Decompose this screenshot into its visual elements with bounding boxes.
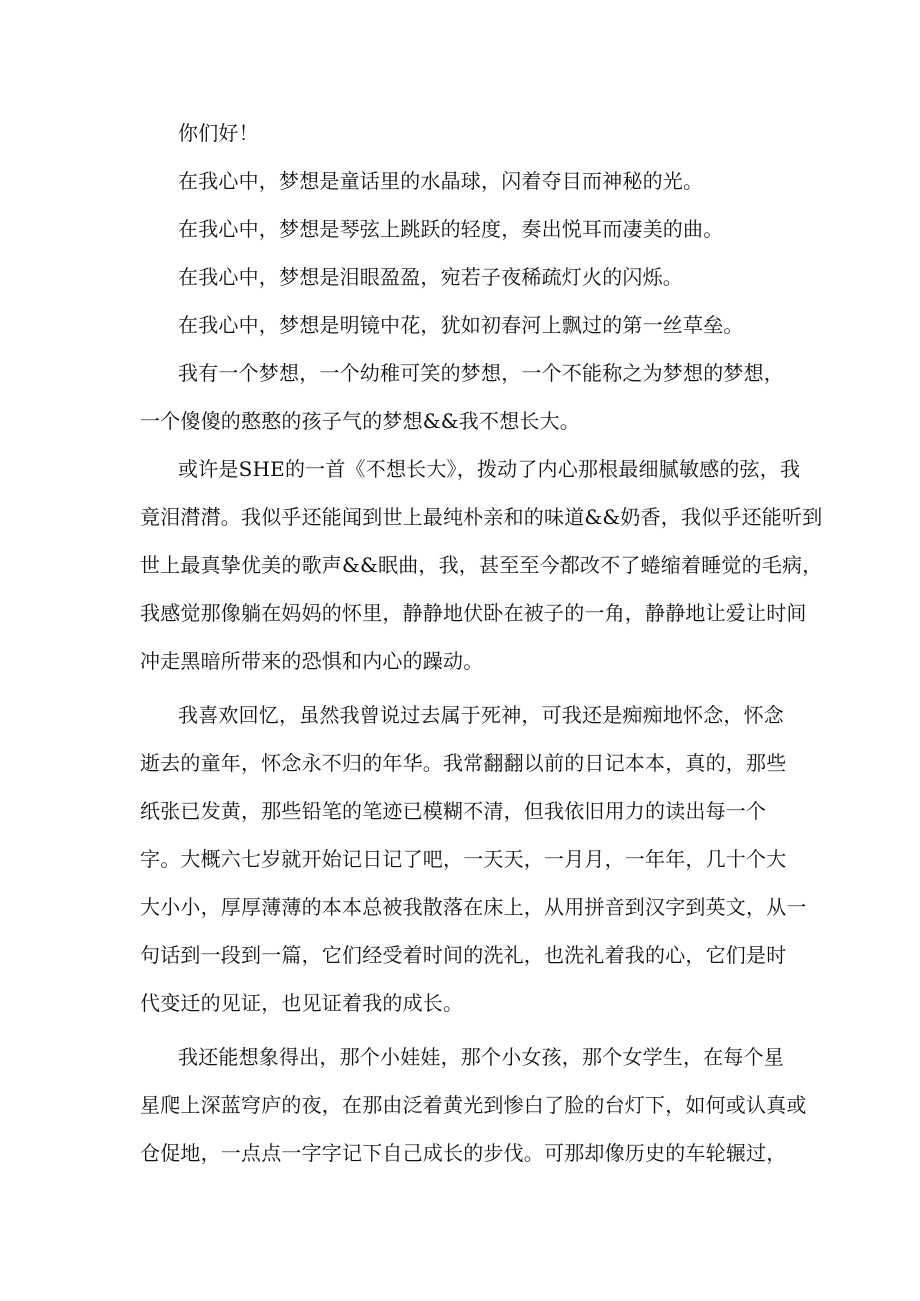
paragraph [140, 1042, 820, 1186]
text-line: 一个傻傻的憨憨的孩子气的梦想&&我不想长大。 [140, 409, 581, 433]
text-line: 纸张已发黄，那些铅笔的笔迹已模糊不清，但我依旧用力的读出每一个 [140, 799, 767, 823]
text-line: 在我心中，梦想是童话里的水晶球，闪着夺目而神秘的光。 [178, 169, 704, 193]
text-line: 仓促地，一点点一字字记下自己成长的步伐。可那却像历史的车轮辗过， [140, 1141, 787, 1165]
text-line: 我有一个梦想，一个幼稚可笑的梦想，一个不能称之为梦想的梦想， [178, 361, 784, 385]
text-line: 在我心中，梦想是明镜中花，犹如初春河上飘过的第一丝草垒。 [178, 313, 744, 337]
text-line: 在我心中，梦想是琴弦上跳跃的轻度，奏出悦耳而凄美的曲。 [178, 217, 724, 241]
text-line: 星爬上深蓝穹庐的夜，在那由泛着黄光到惨白了脸的台灯下，如何或认真或 [140, 1093, 807, 1117]
text-line: 大小小，厚厚薄薄的本本总被我散落在床上，从用拼音到汉字到英文，从一 [140, 895, 807, 919]
paragraph [140, 700, 820, 1036]
text-line: 你们好！ [178, 121, 259, 145]
text-line: 字。大概六七岁就开始记日记了吧，一天天，一月月，一年年，几十个大 [140, 847, 787, 871]
text-line: 逝去的童年，怀念永不归的年华。我常翻翻以前的日记本本，真的，那些 [140, 751, 787, 775]
text-line: 世上最真挚优美的歌声&&眠曲，我，甚至至今都改不了蜷缩着睡觉的毛病， [140, 553, 823, 577]
document-body [140, 118, 823, 1186]
paragraph [140, 358, 820, 454]
text-line: 我喜欢回忆，虽然我曾说过去属于死神，可我还是痴痴地怀念，怀念 [178, 703, 784, 727]
text-line: 句话到一段到一篇，它们经受着时间的洗礼，也洗礼着我的心，它们是时 [140, 943, 787, 967]
text-line: 在我心中，梦想是泪眼盈盈，宛若子夜稀疏灯火的闪烁。 [178, 265, 683, 289]
text-line: 代变迁的见证，也见证着我的成长。 [140, 991, 464, 1015]
text-line: 冲走黑暗所带来的恐惧和内心的躁动。 [140, 649, 484, 673]
paragraph [140, 118, 820, 166]
text-line: 或许是SHE的一首《不想长大》，拨动了内心那根最细腻敏感的弦，我 [178, 457, 801, 481]
text-line: 竟泪潸潸。我似乎还能闻到世上最纯朴亲和的味道&&奶香，我似乎还能听到 [140, 505, 823, 529]
text-line: 我还能想象得出，那个小娃娃，那个小女孩，那个女学生，在每个星 [178, 1045, 784, 1069]
paragraph [140, 214, 820, 262]
text-line: 我感觉那像躺在妈妈的怀里，静静地伏卧在被子的一角，静静地让爱让时间 [140, 601, 807, 625]
paragraph [140, 262, 820, 310]
paragraph [140, 310, 820, 358]
paragraph [140, 454, 823, 694]
paragraph [140, 166, 820, 214]
